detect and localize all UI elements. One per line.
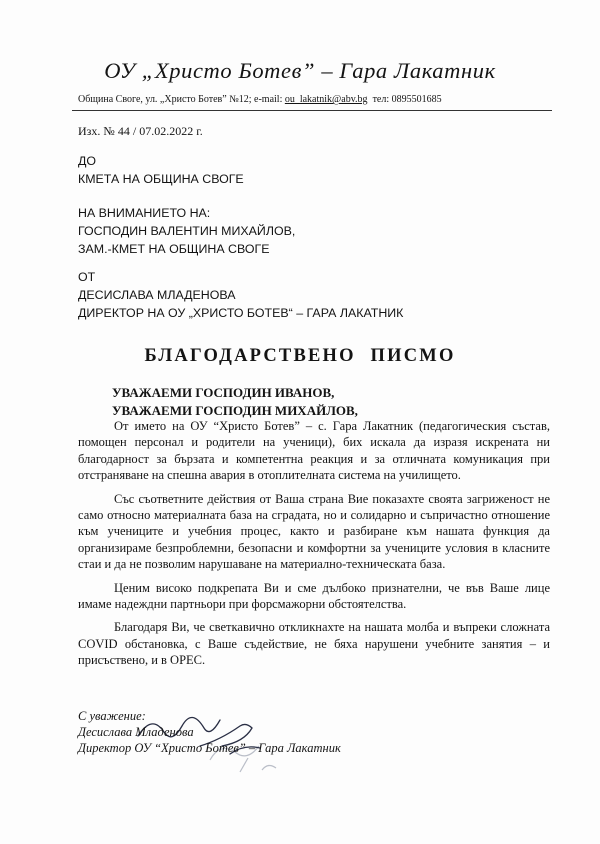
to-block [78, 152, 558, 188]
closing-regards: С уважение: [78, 709, 146, 723]
paragraph-1: От името на ОУ “Христо Ботев” – с. Гара Лакатник (педагогическия състав, помощен персонал и родители на ученици), бих искала да изразя искрената ни благодарност за бързата и компетентна реакция и за отличната комуникация при отстраняване на спешна авария в отоплителната система на училището. [78, 419, 550, 483]
contact-address: Община Своге, ул. „Христо Ботев” №12; e-mail: [78, 94, 285, 105]
to-recipient: КМЕТА НА ОБЩИНА СВОГЕ [78, 172, 244, 186]
reference-number: Изх. № 44 / 07.02.2022 г. [78, 124, 203, 138]
closing-name: Десислава Младенова [78, 725, 194, 739]
to-label: ДО [78, 154, 97, 168]
from-block [78, 268, 558, 322]
paragraph-3: Ценим високо подкрепата Ви и сме дълбоко признателни, че във Ваше лице имаме надеждни партньори при форсмажорни обстоятелства. [78, 580, 550, 612]
letterhead-title: ОУ „Христо Ботев” – Гара Лакатник [104, 58, 496, 83]
letter-body [78, 418, 550, 676]
salutation-line-2: УВАЖАЕМИ ГОСПОДИН МИХАЙЛОВ, [112, 403, 358, 418]
attention-label: НА ВНИМАНИЕТО НА: [78, 206, 211, 220]
salutation-line-1: УВАЖАЕМИ ГОСПОДИН ИВАНОВ, [112, 385, 335, 400]
letterhead-divider [72, 110, 552, 111]
from-label: ОТ [78, 270, 96, 284]
paragraph-2: Със съответните действия от Ваша страна Вие показахте своята загриженост не само относно материалната база на сградата, но и солидарно и съпричастно отношение към учениците и учебния процес, както и разбиране към нашата функция да организираме безпроблемни, безопасни и комфортни за учениците условия в класните стаи и да не позволим нарушаване на материално-техническата база. [78, 491, 550, 572]
signature-block [78, 708, 341, 756]
attention-name: ГОСПОДИН ВАЛЕНТИН МИХАЙЛОВ, [78, 224, 296, 238]
attention-block [78, 204, 558, 258]
closing-position: Директор ОУ “Христо Ботев” – Гара Лакатник [78, 741, 341, 755]
attention-position: ЗАМ.-КМЕТ НА ОБЩИНА СВОГЕ [78, 242, 270, 256]
from-name: ДЕСИСЛАВА МЛАДЕНОВА [78, 288, 236, 302]
salutation [112, 384, 358, 420]
letterhead-contact [78, 94, 568, 105]
letter-title: БЛАГОДАРСТВЕНО ПИСМО [144, 346, 456, 366]
paragraph-4: Благодаря Ви, че светкавично откликнахте на нашата молба и въпреки сложната COVID обстановка, с Ваше съдействие, не бяха нарушени учебните занятия – и присъствено, и в ОРЕС. [78, 620, 550, 668]
from-position: ДИРЕКТОР НА ОУ „ХРИСТО БОТЕВ“ – ГАРА ЛАКАТНИК [78, 306, 404, 320]
contact-phone: тел: 0895501685 [372, 94, 442, 105]
contact-email[interactable]: ou_lakatnik@abv.bg [284, 94, 368, 105]
